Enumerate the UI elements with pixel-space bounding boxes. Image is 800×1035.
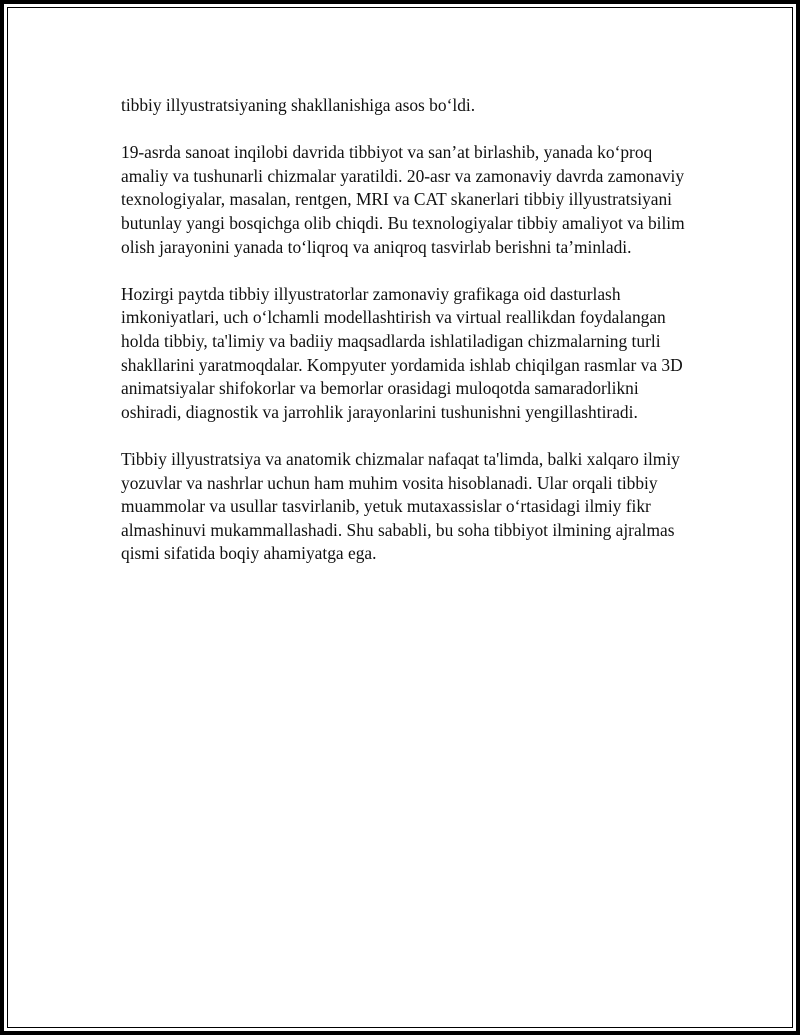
paragraph-1: tibbiy illyustratsiyaning shakllanishiga asos bo‘ldi. xyxy=(121,95,476,115)
document-body xyxy=(121,94,696,589)
paragraph-3: Hozirgi paytda tibbiy illyustratorlar zamonaviy grafikaga oid dasturlash imkoniyatlari, uch o‘lchamli modellashtirish va virtual reallikdan foydalangan holda tibbiy, ta'limiy va badiiy maqsadlarda ishlatiladigan chizmalarning turli shakllarini yaratmoqdalar. Kompyuter yordamida ishlab chiqilgan rasmlar va 3D animatsiyalar shifokorlar va bemorlar orasidagi muloqotda samaradorlikni oshiradi, diagnostik va jarrohlik jarayonlarini tushunishni yengillashtiradi. xyxy=(121,283,683,422)
paragraph-2: 19-asrda sanoat inqilobi davrida tibbiyot va san’at birlashib, yanada ko‘proq amaliy va tushunarli chizmalar yaratildi. 20-asr va zamonaviy davrda zamonaviy texnologiyalar, masalan, rentgen, MRI va CAT skanerlari tibbiy illyustratsiyani butunlay yangi bosqichga olib chiqdi. Bu texnologiyalar tibbiy amaliyot va bilim olish jarayonini yanada to‘liqroq va aniqroq tasvirlab berishni ta’minladi. xyxy=(121,142,685,257)
paragraph-4: Tibbiy illyustratsiya va anatomik chizmalar nafaqat ta'limda, balki xalqaro ilmiy yozuvlar va nashrlar uchun ham muhim vosita hisoblanadi. Ular orqali tibbiy muammolar va usullar tasvirlanib, yetuk mutaxassislar o‘rtasidagi ilmiy fikr almashinuvi mukammallashadi. Shu sababli, bu soha tibbiyot ilmining ajralmas qismi sifatida boqiy ahamiyatga ega. xyxy=(121,448,680,564)
